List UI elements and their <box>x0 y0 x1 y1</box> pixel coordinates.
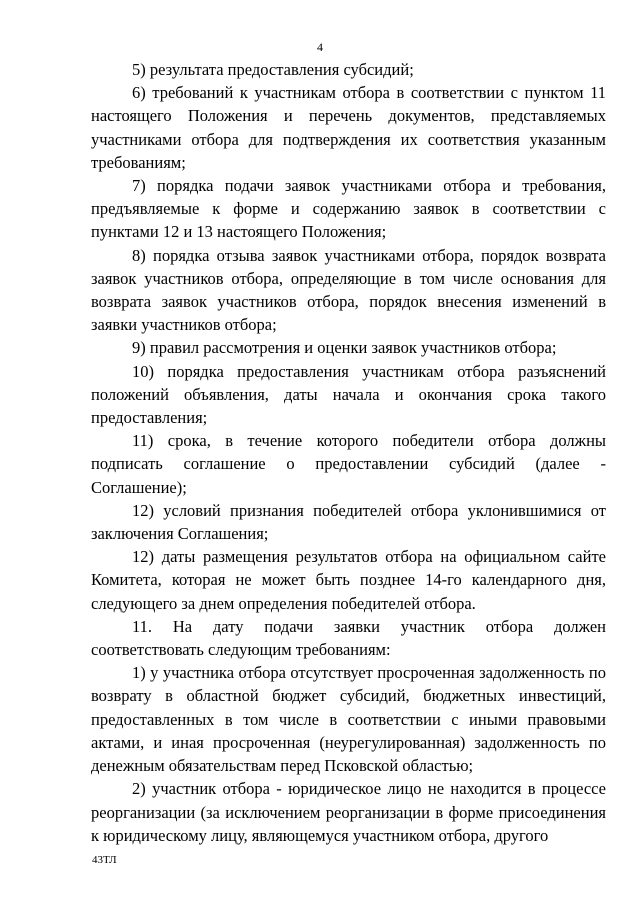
paragraph-item-5-result: 5) результата предоставления субсидий; <box>132 60 414 79</box>
paragraph-item-10-clarifications: 10) порядка предоставления участникам отбора разъяснений положений объявления, даты начала и окончания срока такого предоставления; <box>91 361 606 428</box>
paragraph-item-9-evaluation-rules: 9) правил рассмотрения и оценки заявок участников отбора; <box>132 338 557 358</box>
document-body <box>91 58 606 847</box>
paragraph-item-7-application-procedure: 7) порядка подачи заявок участниками отбора и требования, предъявляемые к форме и содержанию заявок в соответствии с пунктами 12 и 13 настоящего Положения; <box>91 176 606 242</box>
paragraph-requirement-1-no-debt: 1) у участника отбора отсутствует просроченная задолженность по возврату в областной бюджет субсидий, бюджетных инвестиций, предоставленных в том числе в соответствии с иными правовыми актами, и иная просроченная (неурегулированная) задолженность по денежным обязательствам перед Псковской областью; <box>91 663 606 776</box>
footer-document-code: 43ТЛ <box>92 854 117 866</box>
paragraph-item-12-evasion-conditions: 12) условий признания победителей отбора уклонившимися от заключения Соглашения; <box>91 500 606 544</box>
paragraph-item-6-participant-requirements: 6) требований к участникам отбора в соответствии с пунктом 11 настоящего Положения и перечень документов, представляемых участниками отбора для подтверждения их соответствия указанным требованиям; <box>91 83 606 172</box>
paragraph-item-12-results-publication: 12) даты размещения результатов отбора на официальном сайте Комитета, которая не может быть позднее 14-го календарного дня, следующего за днем определения победителей отбора. <box>91 547 606 613</box>
paragraph-item-8-withdrawal-procedure: 8) порядка отзыва заявок участниками отбора, порядок возврата заявок участников отбора, определяющие в том числе основания для возврата заявок участников отбора, порядок внесения изменений в заявки участников отбора; <box>91 245 606 335</box>
paragraph-requirement-2-no-reorganization: 2) участник отбора - юридическое лицо не находится в процессе реорганизации (за исключением реорганизации в форме присоединения к юридическому лицу, являющемуся участником отбора, другого <box>91 779 606 845</box>
paragraph-item-11-signing-deadline: 11) срока, в течение которого победители отбора должны подписать соглашение о предоставлении субсидий (далее - Соглашение); <box>91 431 606 497</box>
page-number: 4 <box>317 40 323 54</box>
paragraph-section-11-heading: 11. На дату подачи заявки участник отбора должен соответствовать следующим требованиям: <box>91 616 606 660</box>
